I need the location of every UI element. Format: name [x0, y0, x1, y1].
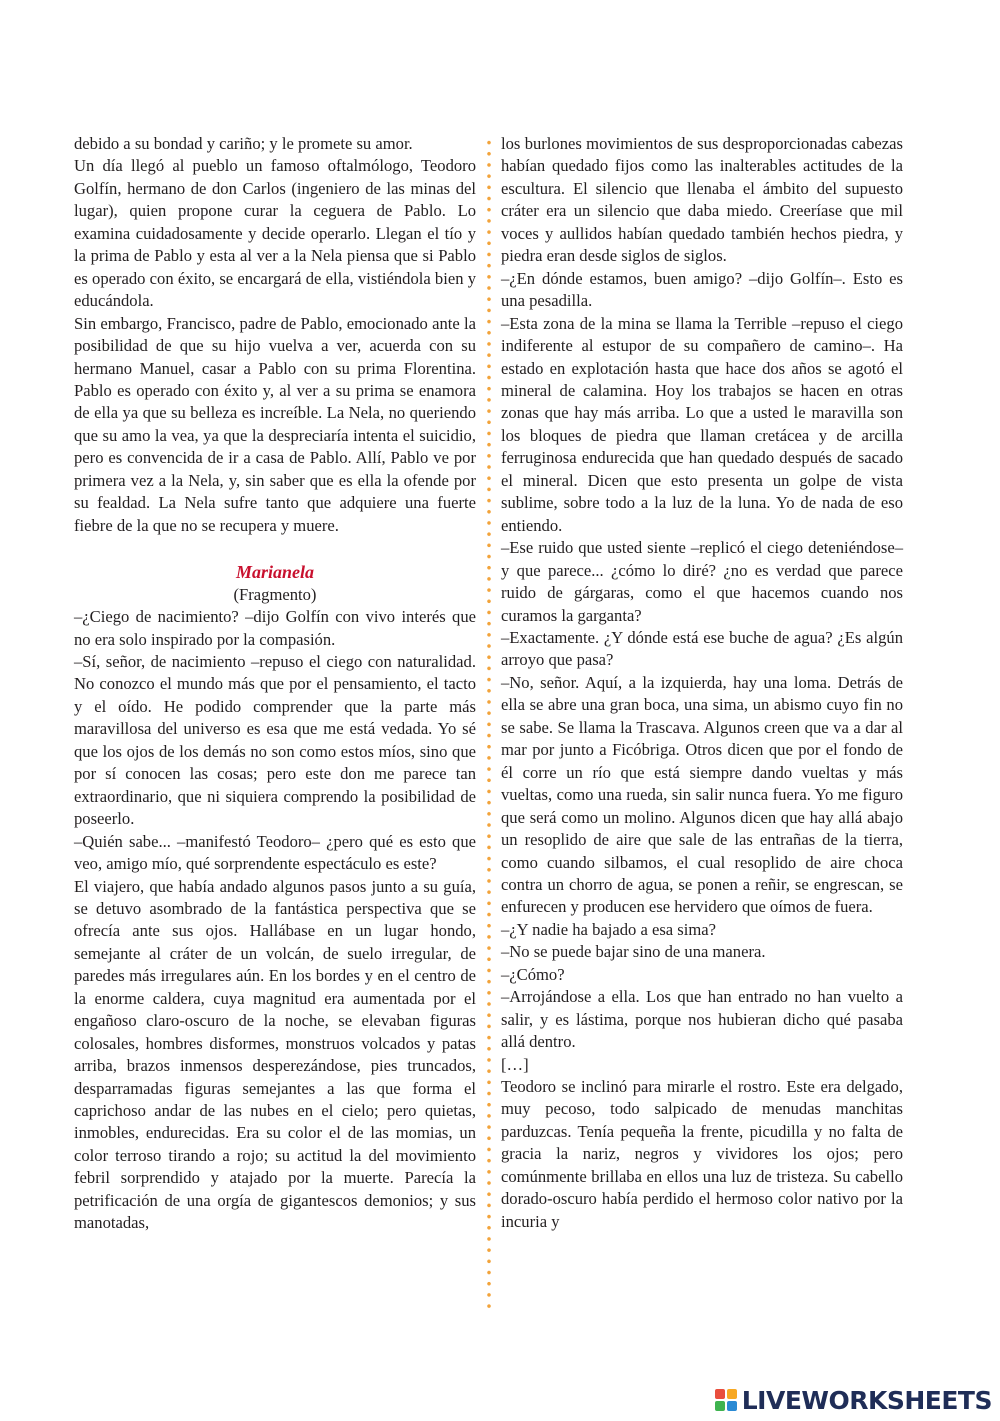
fragment-paragraph: –Arrojándose a ella. Los que han entrado no han vuelto a salir, y es lástima, porque nos hubieran dicho qué pasaba allá dentro. — [501, 987, 903, 1052]
fragment-paragraph: Teodoro se inclinó para mirarle el rostro. Este era delgado, muy pecoso, todo salpicado de menudas manchitas parduzcas. Tenía pequeña la frente, picudilla y no falta de gracia la nariz, negros y vividores los ojos; pero comúnmente brillaba en ellos una luz de tristeza. Su cabello dorado-oscuro había perdido el hermoso color nativo por la incuria y — [501, 1077, 903, 1231]
fragment-paragraph: los burlones movimientos de sus desproporcionadas cabezas habían quedado fijos como las inalterables actitudes de la escultura. El silencio que llenaba el ámbito del supuesto cráter era un silencio que daba miedo. Creeríase que mil voces y aullidos habían quedado también hechos piedra, y piedra eran desde siglos de siglos. — [501, 134, 903, 266]
liveworksheets-brand[interactable] — [714, 1386, 992, 1414]
fragment-paragraph: –Exactamente. ¿Y dónde está ese buche de agua? ¿Es algún arroyo que pasa? — [501, 627, 903, 670]
fragment-paragraph: El viajero, que había andado algunos pasos junto a su guía, se detuvo asombrado de la fantástica perspectiva que se ofrecía ante sus ojos. Hallábase en un lugar hondo, semejante al cráter de un volcán, de suelo irregular, de paredes más irregulares aún. En los bordes y en el centro de la enorme caldera, cuya magnitud era aumentada por el engañoso claro-oscuro de la noche, se elevaban figuras colosales, hombres disformes, monstruos volcados y patas arriba, brazos inmensos desperezándose, pies truncados, desparramadas figuras semejantes a las que forma el caprichoso andar de las nubes en el cielo; pero quietas, inmobles, endurecidas. Era su color el de las momias, un color terroso tirando a rojo; su actitud la del movimiento febril sorprendido y atajado por la muerte. Parecía la petrificación de una orgía de gigantescos demonios; y sus manotadas, — [74, 876, 476, 1233]
fragment-paragraph: –No se puede bajar sino de una manera. — [501, 942, 766, 962]
fragment-paragraph: –Quién sabe... –manifestó Teodoro– ¿pero qué es esto que veo, amigo mío, qué sorprendente espectáculo es este? — [74, 831, 476, 874]
summary-paragraph: debido a su bondad y cariño; y le promete su amor. — [74, 134, 413, 153]
summary-paragraph: Un día llegó al pueblo un famoso oftalmólogo, Teodoro Golfín, hermano de don Carlos (ingeniero de las minas del lugar), quien propone curar la ceguera de Pablo. Lo examina cuidadosamente y decide operarlo. Llegan el tío y la prima de Pablo y esta al ver a la Nela piensa que si Pablo es operado con éxito, se encargará de ella, vistiéndola bien y educándola. — [74, 156, 476, 311]
left-column — [74, 133, 476, 1235]
fragment-paragraph: –Ese ruido que usted siente –replicó el ciego deteniéndose– y que parece... ¿cómo lo diré? ¿no es verdad que parece ruido de gárgaras, como el que hacemos cuando nos curamos la garganta? — [501, 538, 903, 625]
right-column — [501, 133, 903, 1233]
fragment-paragraph: –Esta zona de la mina se llama la Terrible –repuso el ciego indiferente al estupor de su compañero de camino–. Ha estado en explotación hasta que hace dos años se agotó el mineral de calamina. Hoy los trabajos se hacen en otras zonas que hay más arriba. Lo que a usted le maravilla son los bloques de piedra que llaman cretácea y de arcilla ferruginosa endurecida que han quedado después de sacado el mineral. Dicen que esto presenta un golpe de vista sublime, sobre todo a la luz de la luna. Yo de nada de eso entiendo. — [501, 313, 903, 535]
fragment-subtitle: (Fragmento) — [233, 584, 317, 604]
fragment-paragraph: –¿Y nadie ha bajado a esa sima? — [501, 919, 717, 939]
fragment-paragraph: –¿Ciego de nacimiento? –dijo Golfín con vivo interés que no era solo inspirado por la compasión. — [74, 607, 476, 649]
fragment-paragraph: –¿Cómo? — [501, 964, 565, 984]
fragment-paragraph: –¿En dónde estamos, buen amigo? –dijo Golfín–. Esto es una pesadilla. — [501, 268, 903, 311]
summary-paragraph: Sin embargo, Francisco, padre de Pablo, emocionado ante la posibilidad de que su hijo vuelva a ver, acuerda con su hermano Manuel, casar a Pablo con su prima Florentina. Pablo es operado con éxito y, al ver a su prima se enamora de ella ya que su belleza es increíble. La Nela, no queriendo que su amo la vea, ya que la despreciaría intenta el suicidio, pero es convencida de ir a casa de Pablo. Allí, Pablo ve por primera vez a la Nela, y, sin saber que es ella la ofende por su fealdad. La Nela sufre tanto que adquiere una fuerte fiebre de la que no se recupera y muere. — [74, 313, 476, 535]
fragment-paragraph: –No, señor. Aquí, a la izquierda, hay una loma. Detrás de ella se abre una gran boca, una sima, un abismo cuyo fin no se sabe. Se llama la Trascava. Algunos creen que va a dar al mar por junto a Ficóbriga. Otros dicen que por el fondo de él corre un río que está siempre dando vueltas y más vueltas, como una rueda, sin salir nunca fuera. Yo me figuro que será como un molino. Algunos dicen que hay allá abajo un resoplido de aire que sale de las entrañas de la tierra, como cuando silbamos, el cual resoplido de aire choca contra un chorro de agua, se ponen a reñir, se engrescan, se enfurecen y producen ese hervidero que oímos de fuera. — [501, 672, 903, 917]
brand-name: LIVEWORKSHEETS — [741, 1385, 992, 1415]
fragment-paragraph: –Sí, señor, de nacimiento –repuso el ciego con naturalidad. No conozco el mundo más que por el pensamiento, el tacto y el oído. He podido comprender que la parte más maravillosa del universo es esa que me está vedada. Yo sé que los ojos de los demás no son como estos míos, sino que por sí conocen las cosas; pero este don me parece tan extraordinario, que ni siquiera comprendo la posibilidad de poseerlo. — [74, 651, 476, 829]
fragment-title: Marianela — [235, 562, 314, 583]
liveworksheets-logo-icon — [714, 1388, 738, 1412]
column-divider — [487, 137, 491, 1314]
ellipsis-marker: […] — [501, 1054, 529, 1074]
